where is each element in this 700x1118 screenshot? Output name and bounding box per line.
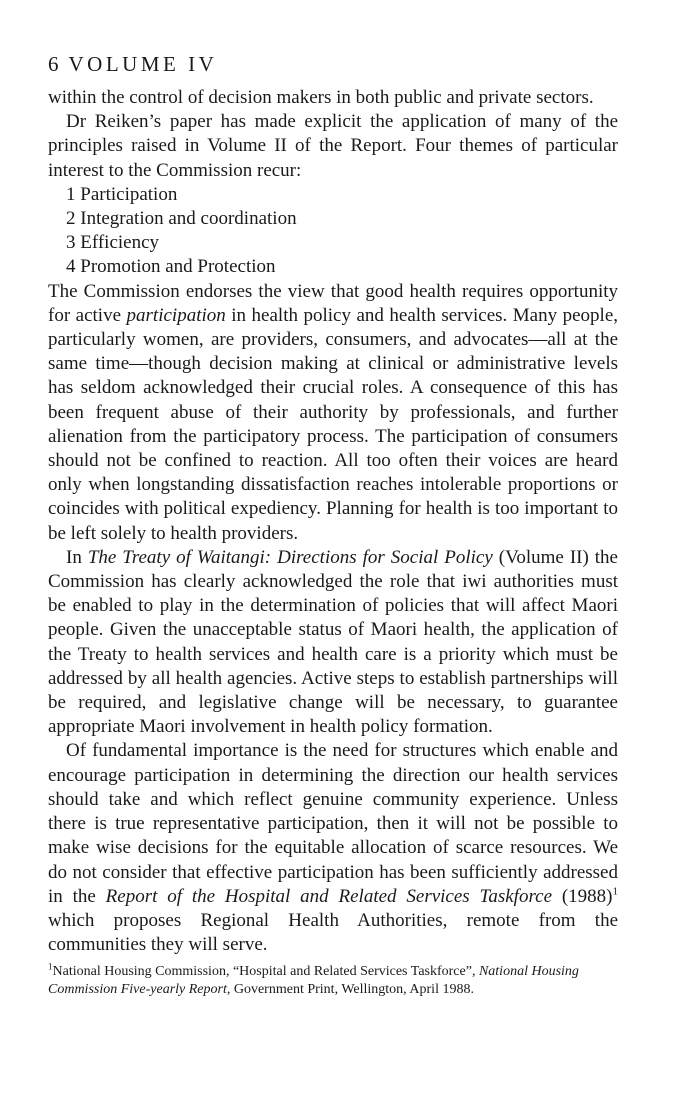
list-item: 4 Promotion and Protection [66, 256, 276, 278]
paragraph-1: within the control of decision makers in both public and private sectors. [48, 87, 594, 108]
text-run: , Government Print, Wellington, April 1988. [226, 982, 474, 998]
footnote [48, 963, 618, 999]
report-title: Report of the Hospital and Related Services Taskforce [105, 885, 553, 907]
text-run: (1988) [552, 885, 613, 907]
paragraph-5 [48, 739, 618, 957]
list-item: 3 Efficiency [66, 232, 160, 254]
paragraph-2: Dr Reiken’s paper has made explicit the application of many of the principles raised in Volume II of the Report. Four themes of particular interest to the Commission recur: [48, 111, 618, 181]
text-run: (Volume II) the Commission has clearly acknowledged the role that iwi authorities must be enabled to play in the determination of policies that will affect Maori people. Given the unacceptable status of Maori health, the application of the Treaty to health services and health care is a priority which must be addressed by all health agencies. Active steps to establish partnerships will be required, and legislative change will be necessary, to guarantee appropriate Maori involvement in health policy formation. [48, 546, 618, 738]
themes-list [48, 183, 618, 280]
page-number: 6 [48, 52, 59, 76]
running-header [48, 52, 618, 76]
text-run: National Housing Commission, “Hospital and Related Services Taskforce”, [52, 964, 479, 980]
emphasis-participation: participation [126, 304, 226, 326]
text-run: in health policy and health services. Many people, particularly women, are providers, consumers, and advocates—all at the same time—though decision making at clinical or administrative levels has seldom acknowledged their crucial roles. A consequence of this has been frequent abuse of their authority by professionals, and further alienation from the participatory process. The participation of consumers should not be confined to reaction. All too often their voices are heard only when longstanding dissatisfaction reaches intolerable proportions or coincides with political expediency. Planning for health is too important to be left solely to health providers. [48, 304, 619, 544]
treaty-title: The Treaty of Waitangi: Directions for Social Policy [87, 546, 493, 568]
text-run: The Commission endorses the view that good health requires opportunity for active [48, 280, 618, 326]
text-run: In [66, 546, 88, 568]
list-item: 2 Integration and coordination [66, 208, 297, 230]
text-run: which proposes Regional Health Authorities, remote from the communities they will serve. [48, 909, 618, 956]
footnote-marker: 1 [48, 961, 53, 972]
footnote-reference[interactable]: 1 [612, 885, 619, 898]
document-page [48, 52, 618, 999]
paragraph-3 [48, 280, 618, 546]
text-run: Of fundamental importance is the need for structures which enable and encourage participation in determining the direction our health services should take and which reflect genuine community experience. Unless there is true representative participation, then it will not be possible to make wise decisions for the equitable allocation of scarce resources. We do not consider that effective participation has been sufficiently addressed in the [48, 740, 618, 907]
paragraph-4 [48, 546, 618, 740]
footnote-source-title: National Housing Commission Five-yearly Report [48, 964, 579, 998]
volume-title: VOLUME IV [68, 52, 218, 76]
list-item: 1 Participation [66, 183, 178, 205]
